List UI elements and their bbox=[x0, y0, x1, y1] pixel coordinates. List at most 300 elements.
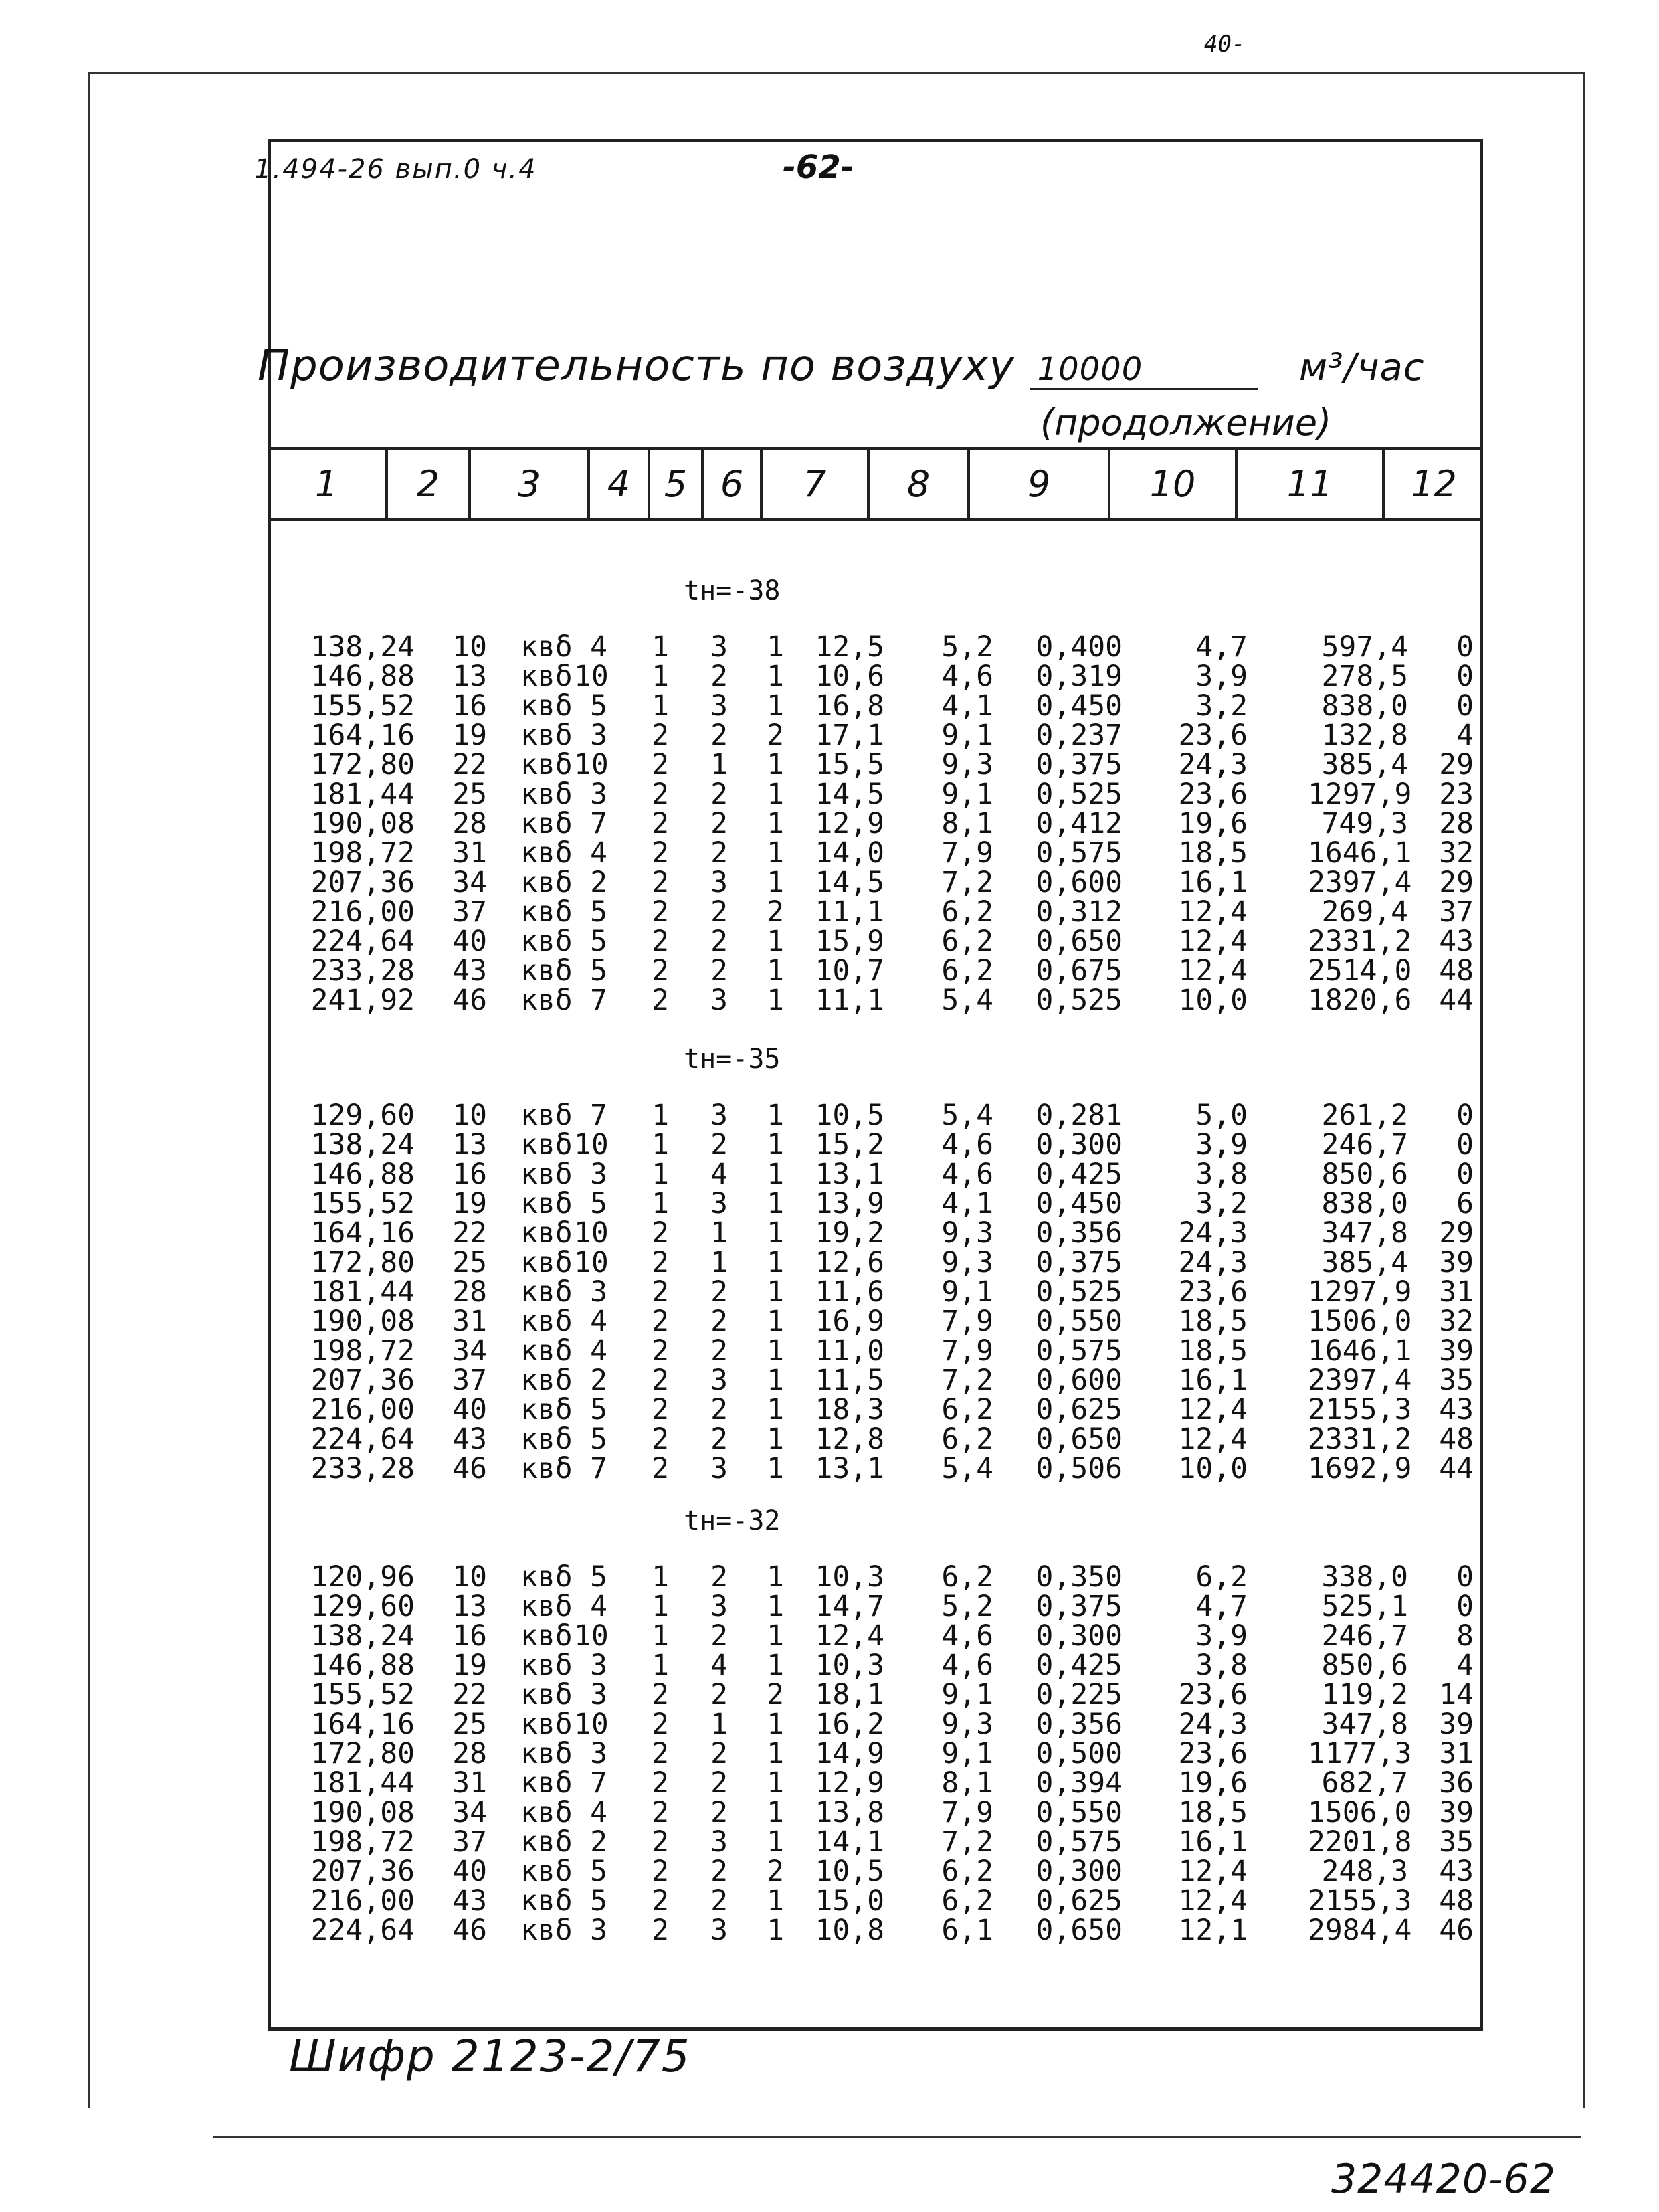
table-cell: 48 bbox=[1439, 1884, 1474, 1918]
table-cell: 2 bbox=[652, 1796, 669, 1829]
table-cell: 1 bbox=[767, 1796, 784, 1829]
section-label: tн=-38 bbox=[684, 575, 781, 606]
table-cell: 10,7 bbox=[815, 954, 884, 988]
table-cell: 2 bbox=[652, 1855, 669, 1888]
table-cell: 5 bbox=[590, 1422, 607, 1456]
table-cell: 19,2 bbox=[815, 1216, 884, 1250]
table-cell: 2 bbox=[710, 1855, 728, 1888]
table-cell: 207,36 bbox=[310, 866, 415, 899]
table-cell: квδ bbox=[520, 1099, 573, 1132]
table-cell: 18,5 bbox=[1178, 1305, 1248, 1338]
table-cell: 146,88 bbox=[310, 1649, 415, 1682]
table-cell: 0,400 bbox=[1036, 630, 1123, 664]
table-cell: 1 bbox=[767, 748, 784, 781]
column-header: 9 bbox=[970, 450, 1110, 518]
table-row bbox=[0, 986, 1659, 1015]
table-cell: 13,1 bbox=[815, 1452, 884, 1485]
table-cell: 7 bbox=[590, 807, 607, 840]
table-cell: квδ bbox=[520, 1649, 573, 1682]
table-cell: 224,64 bbox=[310, 925, 415, 958]
table-cell: 12,8 bbox=[815, 1422, 884, 1456]
table-cell: квδ bbox=[520, 1825, 573, 1859]
table-cell: 1 bbox=[767, 1422, 784, 1456]
table-cell: 0,550 bbox=[1036, 1305, 1123, 1338]
table-cell: 10 bbox=[574, 1619, 609, 1653]
table-cell: 39 bbox=[1439, 1334, 1474, 1368]
table-cell: 5,0 bbox=[1195, 1099, 1248, 1132]
table-cell: 0,600 bbox=[1036, 1364, 1123, 1397]
cipher-note: Шифр 2123-2/75 bbox=[289, 2031, 691, 2082]
table-cell: 2 bbox=[710, 1737, 728, 1770]
table-cell: 6 bbox=[1456, 1187, 1474, 1220]
table-cell: 40 bbox=[452, 1855, 487, 1888]
table-cell: 1506,0 bbox=[1308, 1305, 1412, 1338]
table-row bbox=[0, 809, 1659, 838]
table-cell: 18,3 bbox=[815, 1393, 884, 1426]
table-cell: 10,3 bbox=[815, 1649, 884, 1682]
table-cell: 13,1 bbox=[815, 1158, 884, 1191]
table-cell: 0,625 bbox=[1036, 1393, 1123, 1426]
table-cell: 7 bbox=[590, 984, 607, 1017]
table-cell: 23,6 bbox=[1178, 1737, 1248, 1770]
airflow-unit: м³/час bbox=[1298, 346, 1425, 389]
table-cell: 181,44 bbox=[310, 777, 415, 811]
table-cell: 129,60 bbox=[310, 1099, 415, 1132]
table-cell: 2 bbox=[652, 1914, 669, 1947]
table-cell: 1506,0 bbox=[1308, 1796, 1412, 1829]
table-cell: 29 bbox=[1439, 1216, 1474, 1250]
table-cell: 4,6 bbox=[941, 1158, 993, 1191]
table-cell: 4,1 bbox=[941, 1187, 993, 1220]
table-cell: 1 bbox=[767, 689, 784, 723]
table-cell: 48 bbox=[1439, 1422, 1474, 1456]
table-cell: 0,394 bbox=[1036, 1766, 1123, 1800]
table-cell: 19,6 bbox=[1178, 807, 1248, 840]
table-cell: квδ bbox=[520, 807, 573, 840]
table-cell: 0,675 bbox=[1036, 954, 1123, 988]
table-cell: 10 bbox=[574, 1708, 609, 1741]
table-cell: 2 bbox=[652, 1452, 669, 1485]
table-cell: 2 bbox=[652, 1825, 669, 1859]
page-number: -62- bbox=[783, 149, 854, 186]
column-header: 5 bbox=[650, 450, 704, 518]
table-cell: 24,3 bbox=[1178, 1216, 1248, 1250]
table-cell: 13 bbox=[452, 1590, 487, 1623]
table-cell: 2 bbox=[710, 1393, 728, 1426]
table-cell: 181,44 bbox=[310, 1766, 415, 1800]
table-cell: 1 bbox=[767, 1393, 784, 1426]
table-cell: 4 bbox=[710, 1649, 728, 1682]
table-cell: 4,7 bbox=[1195, 630, 1248, 664]
table-cell: квδ bbox=[520, 1766, 573, 1800]
table-cell: 28 bbox=[452, 1275, 487, 1309]
table-cell: 119,2 bbox=[1321, 1678, 1408, 1712]
table-cell: 24,3 bbox=[1178, 748, 1248, 781]
table-cell: 1 bbox=[767, 1708, 784, 1741]
table-cell: 4,7 bbox=[1195, 1590, 1248, 1623]
table-cell: 1 bbox=[652, 1649, 669, 1682]
table-cell: квδ bbox=[520, 1158, 573, 1191]
table-cell: 4 bbox=[590, 1590, 607, 1623]
table-cell: 2 bbox=[652, 1737, 669, 1770]
table-cell: 10 bbox=[452, 1560, 487, 1594]
table-cell: 31 bbox=[1439, 1737, 1474, 1770]
table-cell: 3 bbox=[590, 777, 607, 811]
table-cell: 246,7 bbox=[1321, 1619, 1408, 1653]
table-cell: 1 bbox=[710, 1246, 728, 1279]
table-cell: 3 bbox=[590, 1678, 607, 1712]
table-cell: квδ bbox=[520, 1796, 573, 1829]
table-cell: 2514,0 bbox=[1308, 954, 1412, 988]
table-row bbox=[0, 1160, 1659, 1189]
table-cell: 1 bbox=[767, 1216, 784, 1250]
table-row bbox=[0, 662, 1659, 691]
table-cell: 1 bbox=[767, 1884, 784, 1918]
table-cell: 347,8 bbox=[1321, 1216, 1408, 1250]
table-cell: 2331,2 bbox=[1308, 925, 1412, 958]
table-row bbox=[0, 1218, 1659, 1248]
table-cell: 248,3 bbox=[1321, 1855, 1408, 1888]
table-row bbox=[0, 1768, 1659, 1798]
table-cell: 2 bbox=[652, 895, 669, 929]
table-cell: 5,2 bbox=[941, 630, 993, 664]
table-row bbox=[0, 897, 1659, 927]
table-cell: 1 bbox=[767, 866, 784, 899]
table-cell: 0,375 bbox=[1036, 748, 1123, 781]
table-cell: 0,356 bbox=[1036, 1708, 1123, 1741]
table-cell: 2 bbox=[652, 1708, 669, 1741]
table-cell: 8,1 bbox=[941, 807, 993, 840]
table-cell: 3 bbox=[590, 1914, 607, 1947]
table-cell: 10,5 bbox=[815, 1099, 884, 1132]
table-cell: 233,28 bbox=[310, 1452, 415, 1485]
table-cell: 1 bbox=[767, 1737, 784, 1770]
table-cell: квδ bbox=[520, 836, 573, 870]
table-row bbox=[0, 1827, 1659, 1857]
table-cell: 2 bbox=[710, 1334, 728, 1368]
table-cell: 1 bbox=[767, 630, 784, 664]
table-cell: 172,80 bbox=[310, 1246, 415, 1279]
table-cell: 8,1 bbox=[941, 1766, 993, 1800]
table-cell: 164,16 bbox=[310, 1216, 415, 1250]
column-header: 12 bbox=[1411, 462, 1457, 505]
table-cell: 2 bbox=[652, 1305, 669, 1338]
table-cell: 31 bbox=[452, 1766, 487, 1800]
column-header: 1 bbox=[268, 450, 388, 518]
table-cell: 2 bbox=[710, 1796, 728, 1829]
table-cell: 0,300 bbox=[1036, 1855, 1123, 1888]
table-cell: 6,2 bbox=[941, 954, 993, 988]
table-cell: квδ bbox=[520, 1619, 573, 1653]
table-cell: 5 bbox=[590, 689, 607, 723]
table-cell: 146,88 bbox=[310, 1158, 415, 1191]
table-cell: 164,16 bbox=[310, 719, 415, 752]
table-cell: 2 bbox=[652, 1422, 669, 1456]
table-cell: 2 bbox=[710, 1305, 728, 1338]
table-cell: 246,7 bbox=[1321, 1128, 1408, 1162]
table-cell: 0 bbox=[1456, 660, 1474, 693]
table-cell: 0,575 bbox=[1036, 1825, 1123, 1859]
table-cell: 2 bbox=[710, 660, 728, 693]
table-cell: 29 bbox=[1439, 748, 1474, 781]
table-cell: 138,24 bbox=[310, 1619, 415, 1653]
table-cell: 385,4 bbox=[1321, 748, 1408, 781]
table-cell: 216,00 bbox=[310, 1884, 415, 1918]
table-cell: квδ bbox=[520, 1560, 573, 1594]
table-cell: 347,8 bbox=[1321, 1708, 1408, 1741]
table-cell: 3,8 bbox=[1195, 1649, 1248, 1682]
table-cell: 3 bbox=[710, 1914, 728, 1947]
table-cell: 0,525 bbox=[1036, 777, 1123, 811]
table-cell: 0 bbox=[1456, 630, 1474, 664]
table-cell: 1 bbox=[652, 1590, 669, 1623]
table-cell: 10 bbox=[574, 1128, 609, 1162]
table-cell: 3 bbox=[710, 689, 728, 723]
table-cell: 190,08 bbox=[310, 1305, 415, 1338]
table-cell: 2 bbox=[652, 1678, 669, 1712]
table-cell: 0,650 bbox=[1036, 925, 1123, 958]
table-cell: 16 bbox=[452, 1158, 487, 1191]
table-cell: 5,4 bbox=[941, 1099, 993, 1132]
table-cell: 4 bbox=[710, 1158, 728, 1191]
table-cell: 0,300 bbox=[1036, 1619, 1123, 1653]
table-cell: 5 bbox=[590, 1884, 607, 1918]
table-cell: 190,08 bbox=[310, 1796, 415, 1829]
table-cell: 13,9 bbox=[815, 1187, 884, 1220]
table-cell: 8 bbox=[1456, 1619, 1474, 1653]
table-cell: 24,3 bbox=[1178, 1246, 1248, 1279]
table-cell: 4,6 bbox=[941, 660, 993, 693]
table-cell: 2 bbox=[652, 1334, 669, 1368]
table-cell: 14,1 bbox=[815, 1825, 884, 1859]
table-cell: 1 bbox=[767, 1825, 784, 1859]
table-cell: 2 bbox=[652, 925, 669, 958]
table-cell: 12,4 bbox=[815, 1619, 884, 1653]
table-cell: квδ bbox=[520, 1393, 573, 1426]
table-cell: 164,16 bbox=[310, 1708, 415, 1741]
table-cell: квδ bbox=[520, 1855, 573, 1888]
table-cell: 2 bbox=[652, 1246, 669, 1279]
table-cell: 1 bbox=[767, 1364, 784, 1397]
table-cell: 2 bbox=[767, 895, 784, 929]
table-cell: 3 bbox=[590, 719, 607, 752]
table-row bbox=[0, 721, 1659, 750]
table-cell: 0,525 bbox=[1036, 984, 1123, 1017]
document-code: 1.494-26 вып.0 ч.4 bbox=[254, 154, 537, 185]
table-cell: 11,1 bbox=[815, 895, 884, 929]
table-cell: 2 bbox=[652, 1766, 669, 1800]
table-cell: квδ bbox=[520, 660, 573, 693]
table-row bbox=[0, 1424, 1659, 1454]
table-cell: 1 bbox=[767, 1305, 784, 1338]
table-cell: 138,24 bbox=[310, 630, 415, 664]
table-cell: 1 bbox=[652, 1099, 669, 1132]
table-cell: 3 bbox=[710, 984, 728, 1017]
column-header-row bbox=[268, 447, 1483, 521]
table-cell: 2 bbox=[590, 866, 607, 899]
table-cell: 40 bbox=[452, 1393, 487, 1426]
table-cell: 2 bbox=[710, 777, 728, 811]
table-cell: 207,36 bbox=[310, 1364, 415, 1397]
table-cell: 16 bbox=[452, 689, 487, 723]
table-row bbox=[0, 1307, 1659, 1336]
table-cell: 138,24 bbox=[310, 1128, 415, 1162]
table-cell: 11,1 bbox=[815, 984, 884, 1017]
table-cell: квδ bbox=[520, 1452, 573, 1485]
table-cell: 19 bbox=[452, 719, 487, 752]
table-row bbox=[0, 1101, 1659, 1130]
table-cell: 4,1 bbox=[941, 689, 993, 723]
table-cell: 5 bbox=[590, 1855, 607, 1888]
table-row bbox=[0, 1562, 1659, 1592]
table-cell: 155,52 bbox=[310, 1187, 415, 1220]
table-cell: 9,3 bbox=[941, 1216, 993, 1250]
table-cell: 22 bbox=[452, 748, 487, 781]
table-cell: 24,3 bbox=[1178, 1708, 1248, 1741]
table-cell: 13 bbox=[452, 1128, 487, 1162]
table-cell: 1 bbox=[767, 1334, 784, 1368]
table-cell: 43 bbox=[1439, 1393, 1474, 1426]
table-cell: 3 bbox=[590, 1649, 607, 1682]
table-cell: 1 bbox=[767, 1619, 784, 1653]
table-cell: 43 bbox=[452, 1422, 487, 1456]
table-cell: 190,08 bbox=[310, 807, 415, 840]
section-label: tн=-32 bbox=[684, 1505, 781, 1536]
table-cell: 3 bbox=[590, 1275, 607, 1309]
table-cell: 7,2 bbox=[941, 866, 993, 899]
table-cell: 3,2 bbox=[1195, 1187, 1248, 1220]
table-cell: квδ bbox=[520, 1128, 573, 1162]
table-cell: 1646,1 bbox=[1308, 836, 1412, 870]
table-cell: 2 bbox=[652, 866, 669, 899]
table-cell: 39 bbox=[1439, 1796, 1474, 1829]
table-cell: 1 bbox=[652, 1158, 669, 1191]
table-cell: 11,5 bbox=[815, 1364, 884, 1397]
table-row bbox=[0, 1680, 1659, 1710]
table-cell: квδ bbox=[520, 895, 573, 929]
table-cell: 15,0 bbox=[815, 1884, 884, 1918]
table-cell: 0,525 bbox=[1036, 1275, 1123, 1309]
table-cell: 12,4 bbox=[1178, 1855, 1248, 1888]
table-cell: 12,4 bbox=[1178, 895, 1248, 929]
table-row bbox=[0, 1916, 1659, 1945]
table-cell: 1 bbox=[652, 1619, 669, 1653]
table-cell: 2 bbox=[710, 1884, 728, 1918]
table-cell: 18,1 bbox=[815, 1678, 884, 1712]
table-cell: 16,1 bbox=[1178, 866, 1248, 899]
table-cell: 14,9 bbox=[815, 1737, 884, 1770]
table-cell: 37 bbox=[452, 1825, 487, 1859]
table-cell: квδ bbox=[520, 1884, 573, 1918]
table-cell: 2155,3 bbox=[1308, 1393, 1412, 1426]
title-text: Производительность по воздуху bbox=[258, 341, 1015, 391]
table-cell: 2 bbox=[652, 1216, 669, 1250]
table-cell: 23,6 bbox=[1178, 1678, 1248, 1712]
table-cell: 16,8 bbox=[815, 689, 884, 723]
table-cell: 1 bbox=[767, 1187, 784, 1220]
table-cell: 2 bbox=[652, 807, 669, 840]
table-cell: 44 bbox=[1439, 1452, 1474, 1485]
table-cell: 3 bbox=[710, 1825, 728, 1859]
table-cell: 0,650 bbox=[1036, 1422, 1123, 1456]
table-cell: 1 bbox=[767, 1275, 784, 1309]
table-row bbox=[0, 838, 1659, 868]
table-cell: 0,425 bbox=[1036, 1649, 1123, 1682]
table-cell: 2 bbox=[710, 895, 728, 929]
table-cell: 2 bbox=[767, 1855, 784, 1888]
table-cell: квδ bbox=[520, 1275, 573, 1309]
table-cell: 2 bbox=[652, 1364, 669, 1397]
column-header: 8 bbox=[870, 450, 970, 518]
table-cell: 32 bbox=[1439, 836, 1474, 870]
table-cell: 850,6 bbox=[1321, 1158, 1408, 1191]
table-cell: 216,00 bbox=[310, 895, 415, 929]
table-cell: квδ bbox=[520, 1364, 573, 1397]
table-cell: 385,4 bbox=[1321, 1246, 1408, 1279]
table-cell: 34 bbox=[452, 866, 487, 899]
table-cell: 12,9 bbox=[815, 807, 884, 840]
table-cell: 7,9 bbox=[941, 1334, 993, 1368]
table-cell: 18,5 bbox=[1178, 836, 1248, 870]
table-cell: 3 bbox=[590, 1158, 607, 1191]
table-cell: 0 bbox=[1456, 689, 1474, 723]
table-cell: квδ bbox=[520, 748, 573, 781]
page-mark: 40- bbox=[1204, 31, 1246, 58]
table-cell: 1 bbox=[652, 1128, 669, 1162]
table-cell: 198,72 bbox=[310, 836, 415, 870]
table-cell: 16 bbox=[452, 1619, 487, 1653]
table-cell: 155,52 bbox=[310, 1678, 415, 1712]
table-cell: 7,9 bbox=[941, 1796, 993, 1829]
table-row bbox=[0, 1189, 1659, 1218]
table-cell: 1297,9 bbox=[1308, 1275, 1412, 1309]
table-cell: 4 bbox=[590, 1305, 607, 1338]
table-row bbox=[0, 1454, 1659, 1483]
table-cell: 5 bbox=[590, 1187, 607, 1220]
table-cell: квδ bbox=[520, 1305, 573, 1338]
archive-number: 324420-62 bbox=[1331, 2156, 1557, 2203]
table-cell: 3,8 bbox=[1195, 1158, 1248, 1191]
table-cell: 6,2 bbox=[941, 1855, 993, 1888]
table-cell: 0,375 bbox=[1036, 1246, 1123, 1279]
table-cell: 34 bbox=[452, 1334, 487, 1368]
table-cell: 28 bbox=[452, 807, 487, 840]
table-cell: 2 bbox=[767, 719, 784, 752]
table-cell: 25 bbox=[452, 777, 487, 811]
table-cell: 14,5 bbox=[815, 866, 884, 899]
table-title bbox=[258, 341, 1425, 391]
table-cell: 2155,3 bbox=[1308, 1884, 1412, 1918]
table-cell: 10,3 bbox=[815, 1560, 884, 1594]
section-label: tн=-35 bbox=[684, 1044, 781, 1075]
table-cell: 3 bbox=[710, 1364, 728, 1397]
table-cell: 3 bbox=[710, 1452, 728, 1485]
table-cell: квδ bbox=[520, 1678, 573, 1712]
table-cell: 3 bbox=[710, 866, 728, 899]
table-cell: 7 bbox=[590, 1099, 607, 1132]
table-cell: 16,1 bbox=[1178, 1825, 1248, 1859]
table-cell: 12,5 bbox=[815, 630, 884, 664]
table-cell: 6,2 bbox=[941, 895, 993, 929]
table-row bbox=[0, 956, 1659, 986]
table-cell: 7,2 bbox=[941, 1364, 993, 1397]
table-cell: 224,64 bbox=[310, 1422, 415, 1456]
table-cell: 2 bbox=[710, 1619, 728, 1653]
table-cell: 14,7 bbox=[815, 1590, 884, 1623]
table-cell: 7 bbox=[590, 1452, 607, 1485]
table-cell: квδ bbox=[520, 1708, 573, 1741]
table-cell: 4 bbox=[1456, 1649, 1474, 1682]
